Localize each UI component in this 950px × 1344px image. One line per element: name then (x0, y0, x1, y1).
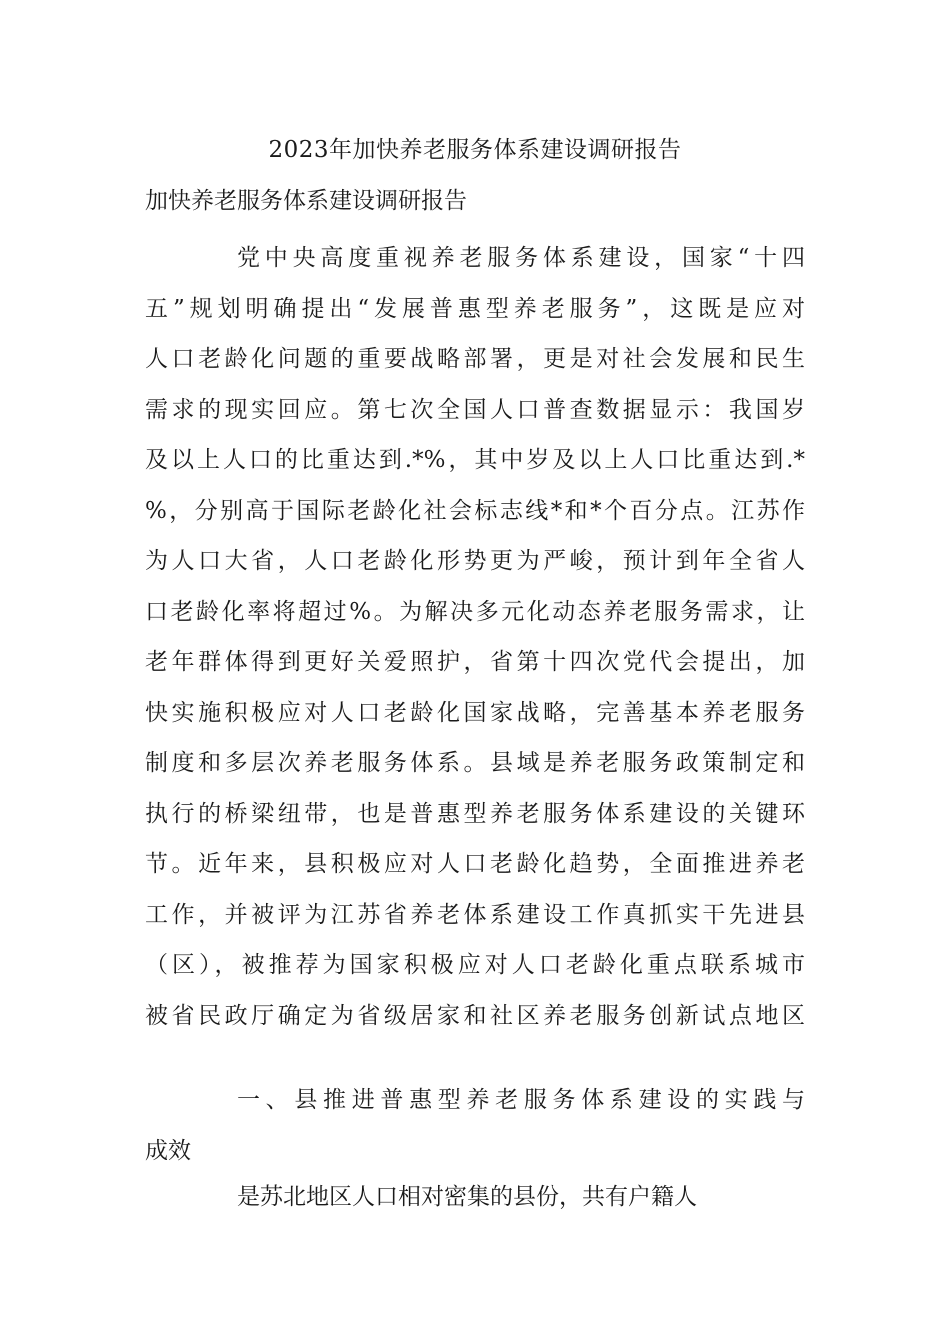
paragraph-line: 老年群体得到更好关爱照护，省第十四次党代会提出，加 (145, 649, 805, 675)
document-title: 2023年加快养老服务体系建设调研报告 (268, 137, 682, 163)
paragraph-line: 五”规划明确提出“发展普惠型养老服务”，这既是应对 (145, 295, 805, 322)
paragraph-line: 党中央高度重视养老服务体系建设，国家“十四 (237, 245, 805, 271)
section-heading-1 (145, 1075, 805, 1176)
heading-line: 成效 (145, 1137, 191, 1164)
intro-paragraph (145, 233, 805, 1041)
paragraph-line: 快实施积极应对人口老龄化国家战略，完善基本养老服务 (145, 699, 805, 726)
paragraph-line: 被省民政厅确定为省级居家和社区养老服务创新试点地区 (145, 1002, 805, 1029)
paragraph-line: 节。近年来，县积极应对人口老龄化趋势，全面推进养老 (145, 851, 805, 877)
paragraph-line: 人口老龄化问题的重要战略部署，更是对社会发展和民生 (145, 346, 805, 372)
paragraph-line: 需求的现实回应。第七次全国人口普查数据显示：我国岁 (145, 396, 805, 423)
paragraph-line: 是苏北地区人口相对密集的县份，共有户籍人 (237, 1184, 697, 1210)
heading-line: 一、县推进普惠型养老服务体系建设的实践与 (237, 1087, 805, 1113)
paragraph-line: 工作，并被评为江苏省养老体系建设工作真抓实干先进县 (145, 901, 805, 928)
paragraph-line: （区），被推荐为国家积极应对人口老龄化重点联系城市 (145, 952, 805, 978)
section-1-paragraph (145, 1172, 805, 1223)
paragraph-line: %，分别高于国际老龄化社会标志线*和*个百分点。江苏作 (145, 497, 805, 524)
paragraph-line: 口老龄化率将超过%。为解决多元化动态养老服务需求，让 (145, 598, 805, 625)
paragraph-line: 制度和多层次养老服务体系。县域是养老服务政策制定和 (145, 750, 805, 776)
paragraph-line: 及以上人口的比重达到.*%，其中岁及以上人口比重达到.* (145, 447, 805, 473)
paragraph-line: 执行的桥梁纽带，也是普惠型养老服务体系建设的关键环 (145, 800, 805, 827)
document-subtitle: 加快养老服务体系建设调研报告 (145, 188, 467, 214)
paragraph-line: 为人口大省，人口老龄化形势更为严峻，预计到年全省人 (145, 548, 805, 574)
